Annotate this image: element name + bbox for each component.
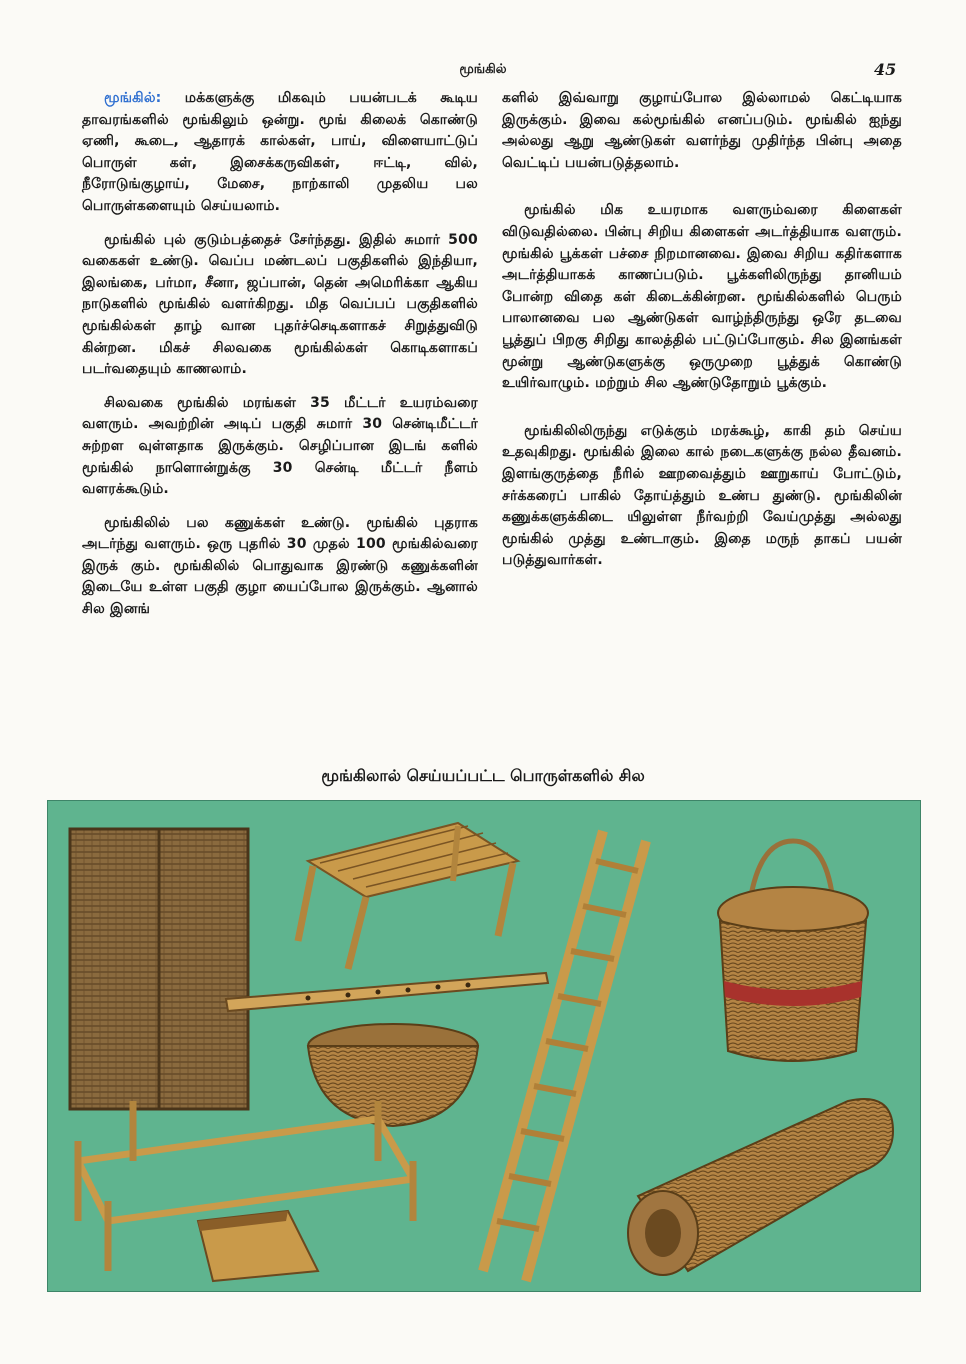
round-basket [308,1024,478,1126]
paragraph-continued: களில் இவ்வாறு குழாய்போல இல்லாமல் கெட்டியாக இருக்கும். இவை கல்மூங்கில் எனப்படும். மூங்கில் ஐந்து அல்லது ஆறு ஆண்டுகள் வளர்ந்து முதிர்ந்த பின்பு அதை வெட்டிப் பயன்படுத்தலாம். [502,90,902,171]
running-head: மூங்கில் [459,62,507,77]
bamboo-mat [70,829,248,1109]
bamboo-table [298,823,518,969]
lidded-basket [718,841,868,1061]
bamboo-flute [226,973,548,1011]
left-column [82,88,478,633]
paragraph-flowering: மூங்கில் மிக உயரமாக வளரும்வரை கிளைகள் விடுவதில்லை. பின்பு சிறிய கிளைகள் அடர்த்தியாக வளரும். மூங்கில் பூக்கள் பச்சை நிறமானவை. இவை சிறிய கதிர்களாக அடர்த்தியாகக் காணப்படும். பூக்களிலிருந்து தானியம் போன்ற விதை கள் கிடைக்கின்றன. மூங்கில்களில் பெரும் பாலானவை பல ஆண்டுகள் வாழ்ந்திருந்து ஒரே தடவை பூத்துப் பிறகு சிறிது காலத்தில் பட்டுப்போகும். சில இனங்கள் மூன்று ஆண்டுகளுக்கு ஒருமுறை பூத்துக் கொண்டு உயிர்வாழும். மற்றும் சில ஆண்டுதோறும் பூக்கும். [502,202,902,392]
figure-caption: மூங்கிலால் செய்யப்பட்ட பொருள்களில் சில [321,766,645,785]
bamboo-products-illustration [47,800,921,1292]
paragraph-family: மூங்கில் புல் குடும்பத்தைச் சேர்ந்தது. இதில் சுமார் 500 வகைகள் உண்டு. வெப்ப மண்டலப் பகுதிகளில் இந்தியா, இலங்கை, பர்மா, சீனா, ஜப்பான், தென் அமெரிக்கா ஆகிய நாடுகளில் மூங்கில் வளர்கிறது. மித வெப்பப் பகுதிகளில் மூங்கில்கள் தாழ் வான புதர்ச்செடிகளாகச் சிறுத்துவிடு கின்றன. மிகச் சிலவகை மூங்கில்கள் கொடிகளாகப் படர்வதையும் காணலாம். [82,231,478,378]
rolled-mat [628,1099,893,1275]
term-heading: மூங்கில்: [104,90,162,106]
right-column [502,88,902,598]
paragraph-uses: மூங்கிலிலிருந்து எடுக்கும் மரக்கூழ், காகி தம் செய்ய உதவுகிறது. மூங்கில் இலை கால் நடைகளுக்கு நல்ல தீவனம். இளங்குருத்தை நீரில் ஊறவைத்தும் ஊறுகாய் போட்டும், சர்க்கரைப் பாகில் தோய்த்தும் உண்ப துண்டு. மூங்கிலின் கணுக்களுக்கிடை யிலுள்ள நீர்வற்றி வேய்முத்து அல்லது மூங்கில் முத்து உண்டாகும். இதை மருந் தாகப் பயன் படுத்துவார்கள். [502,422,902,569]
page-number: 45 [874,60,897,79]
illustration-svg [48,801,920,1291]
paragraph-height: சிலவகை மூங்கில் மரங்கள் 35 மீட்டர் உயரம்வரை வளரும். அவற்றின் அடிப் பகுதி சுமார் 30 சென்டிமீட்டர் சுற்றள வுள்ளதாக இருக்கும். செழிப்பான இடங் களில் மூங்கில் நாளொன்றுக்கு 30 சென்டி மீட்டர் நீளம் வளரக்கூடும். [82,394,478,498]
paragraph-intro [82,88,478,218]
paragraph-nodes: மூங்கிலில் பல கணுக்கள் உண்டு. மூங்கில் புதராக அடர்ந்து வளரும். ஒரு புதரில் 30 முதல் 100 மூங்கில்வரை இருக் கும். மூங்கிலில் பொதுவாக இரண்டு கணுக்களின் இடையே உள்ள பகுதி குழா யைப்போல இருக்கும். ஆனால் சில இனங் [82,514,478,618]
bamboo-dustpan [198,1211,318,1281]
paragraph-intro-text: மக்களுக்கு மிகவும் பயன்படக் கூடிய தாவரங்களில் மூங்கிலும் ஒன்று. மூங் கிலைக் கொண்டு ஏணி, கூடை, ஆதாரக் கால்கள், பாய், விளையாட்டுப் பொருள் கள், இசைக்கருவிகள், ஈட்டி, வில், நீரோடுங்குழாய், மேசை, நாற்காலி முதலிய பல பொருள்களையும் செய்யலாம். [82,90,478,214]
